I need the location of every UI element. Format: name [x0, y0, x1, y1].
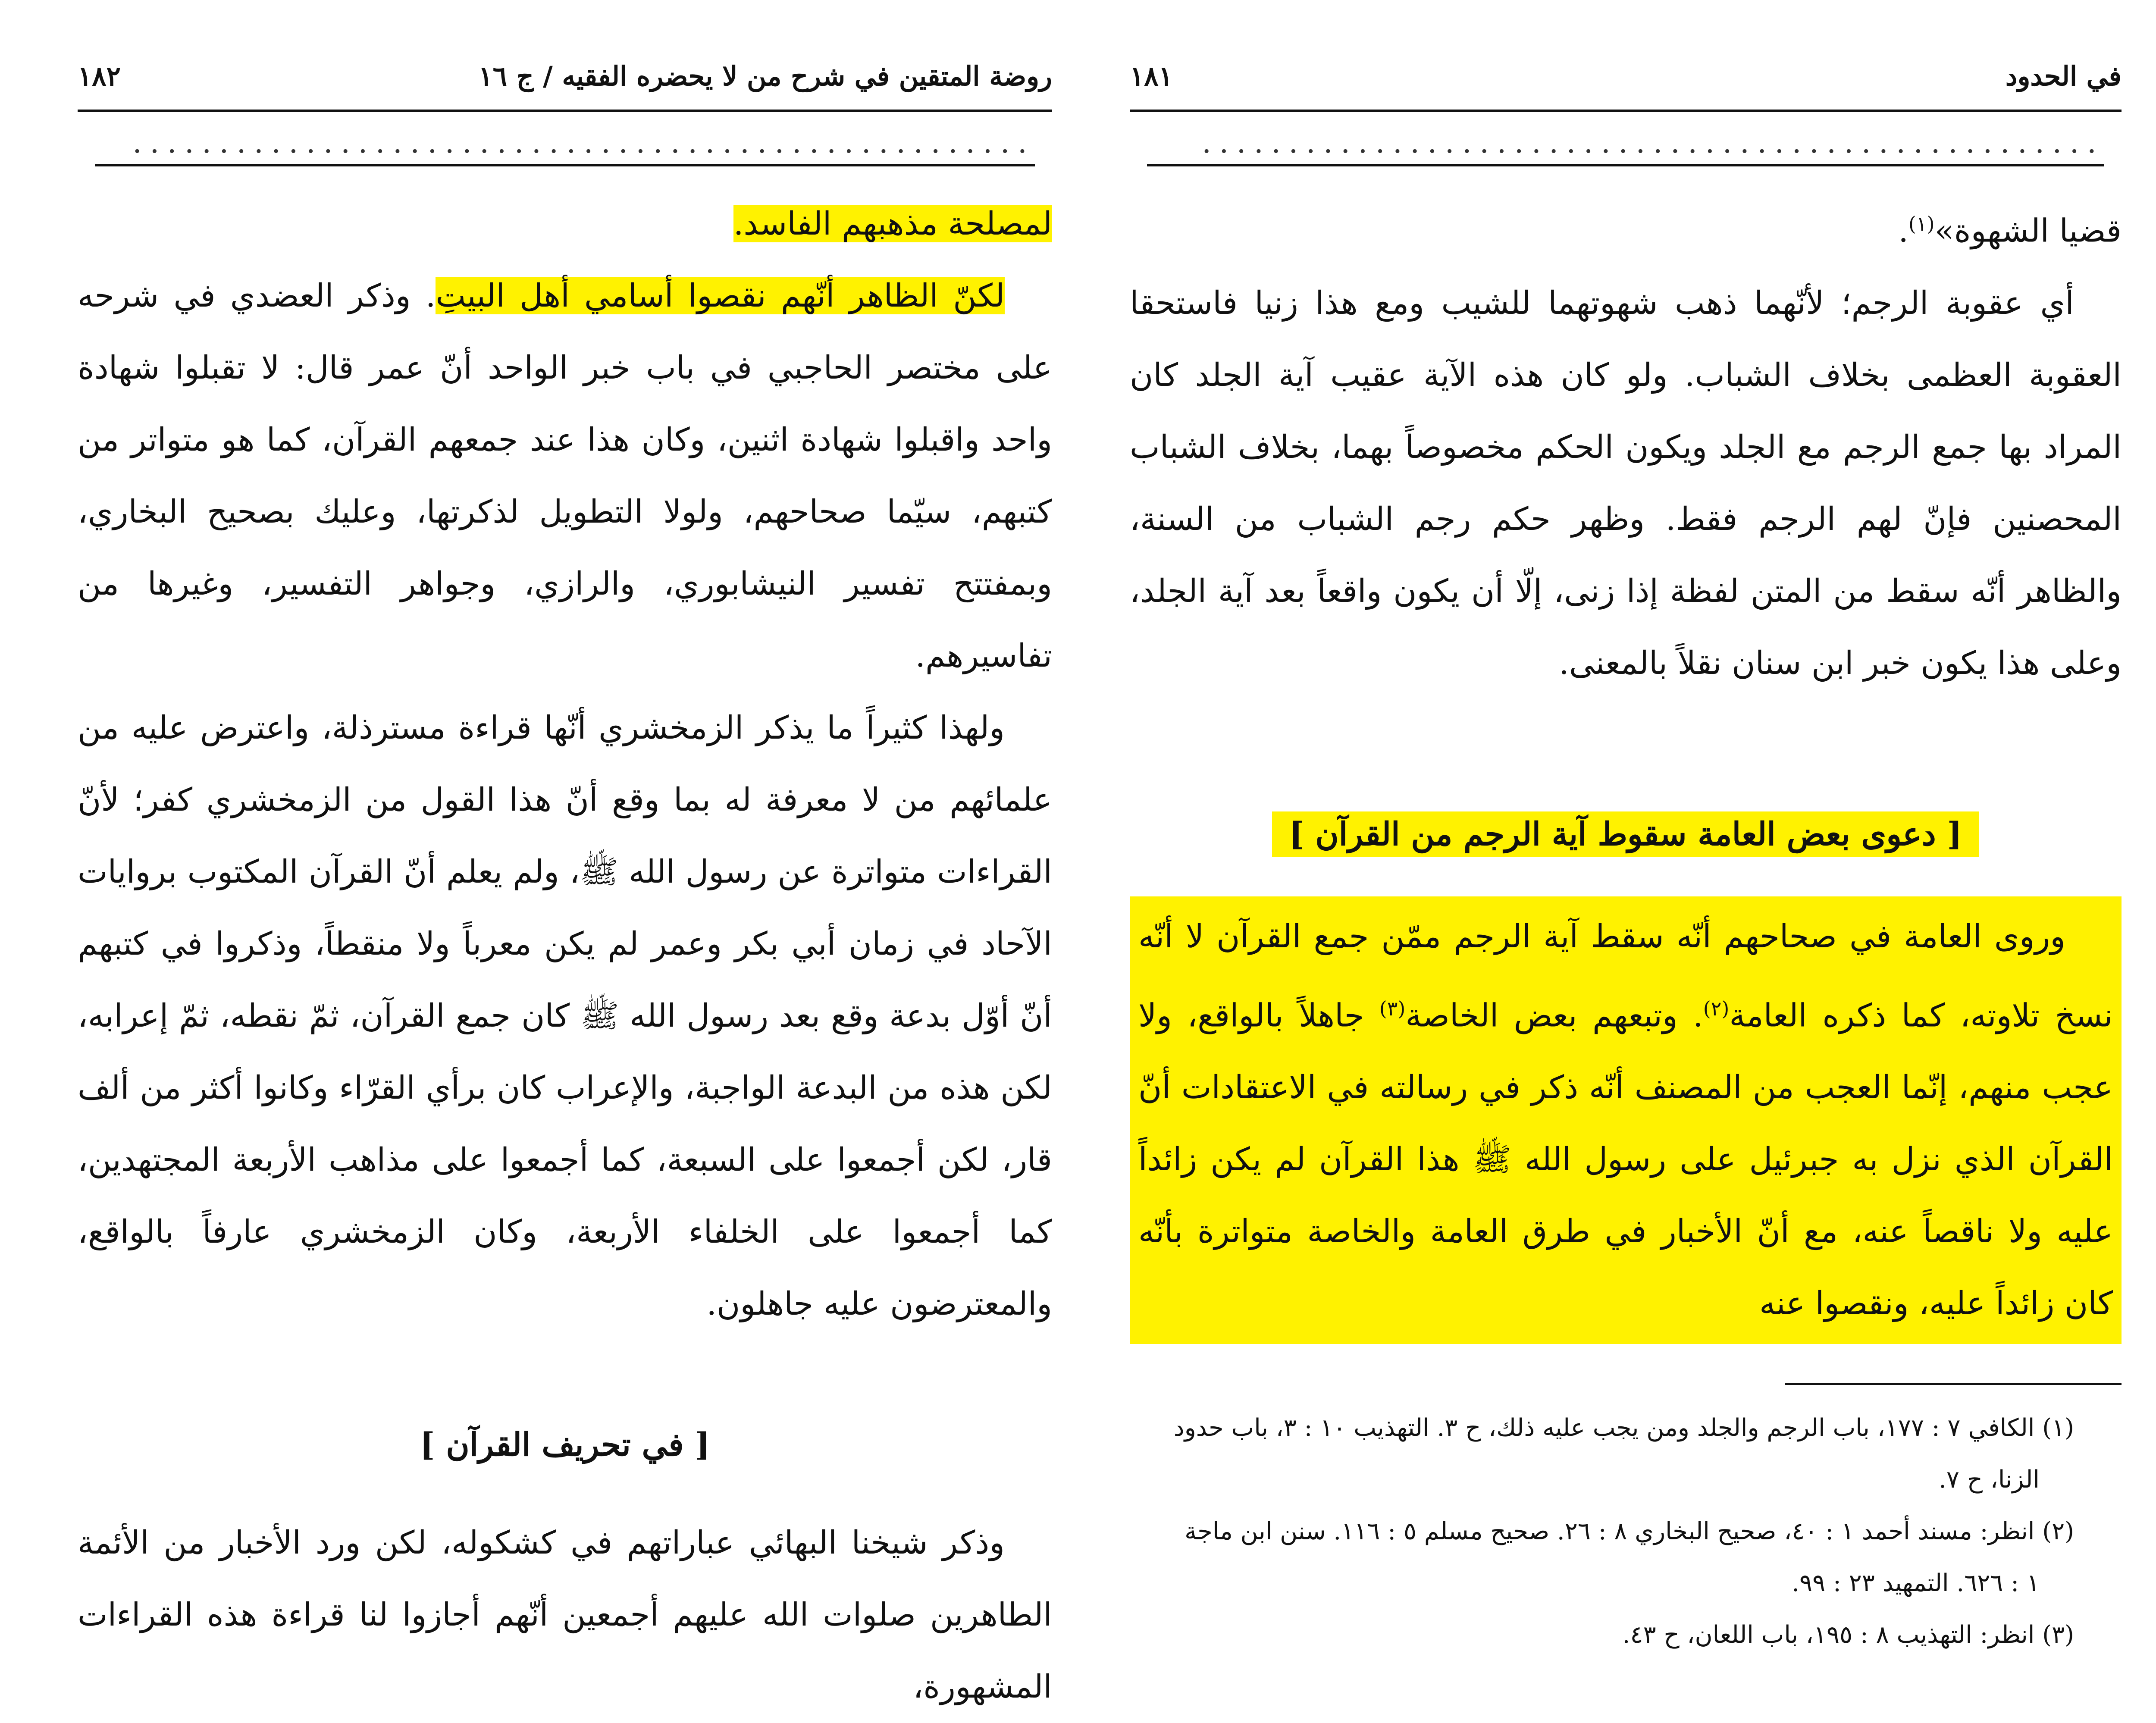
footnote: (٢) انظر: مسند أحمد ١ : ٤٠، صحيح البخاري ٨ : ٢٦. صحيح مسلم ٥ : ١١٦. سنن ابن ماجة [1185, 1517, 2074, 1546]
text-line: وعمر لم يكن معرباً ولا منقطاً، وذكروا في كتبهم أنّ أوّل بدعة وقع بعد [78, 925, 1052, 1034]
text-line: شهادة اثنين، وكان هذا عند جمعهم القرآن، كما هو متواتر من كتبهم، سيّما [78, 421, 1052, 530]
text-line: ولهذا كثيراً ما يذكر الزمخشري أنّها قراءة مسترذلة، واعترض عليه من علمائهم [78, 709, 1053, 818]
section-title [78, 1409, 1052, 1481]
running-head [1130, 47, 2122, 112]
highlighted-passage [1130, 896, 2122, 1344]
text-line: وذكر العضدي في شرحه على [78, 277, 1052, 386]
text-line: . وتبعهم بعض الخاصة [1405, 997, 1703, 1034]
footnote: ١ : ٦٢٦. التمهيد ٢٣ : ٩٩. [1792, 1569, 2040, 1598]
page-body: قضيا الشهوة»$^{(١)}$. أي عقوبة الرجم؛ لأنّهما ذهب شهوتهما للشيب ومع هذا زنيا فاستحقا العقوبة العظمى بخلاف الشباب. ولو كان هذه الآية عقيب آية الجلد كان المراد بها جمع الرجم مع الجلد ويكون الحكم مخصوصاً بهما، بخلاف الشباب المحصنين فإنّ لهم الرجم فقط. وظهر حكم رجم الشباب من السنة، والظاهر أنّه سقط من المتن لفظة إذا زنى، إلّا أن يكون واقعاً بعد آية الجلد، وعلى هذا يكون خبر ابن سنان نقلاً بالمعنى. [ دعوى بعض العامة سقوط آية الرجم من القرآن ] وروى العامة في صحاحهم أنّه سقط آية الرجم ممّن جمع القرآن لا أنّه نسخ تلاوته، كما ذكره العامة$^{(٢)}$. وتبعهم بعض الخاصة$^{(٣)}$ جاهلاً بالواقع، ولا عجب منهم، إنّما العجب من المصنف أنّه ذكر في رسالته في الاعتقادات أنّ القرآن الذي نزل به جبرئيل على رسول الله ﷺ هذا القرآن لم يكن زائداً عليه ولا ناقصاً عنه، مع أنّ الأخبار في طرق العامة والخاصة متواترة بأنّه كان زائداً عليه، ونقصوا عنه (١) الكافي ٧ : ١٧٧، باب الرجم والجلد ومن يجب عليه ذلك، ح ٣. التهذيب ١٠ : ٣، باب حدود الزنا، ح ٧. (٢) انظر: مسند أحمد ١ : ٤٠، صحيح البخاري ٨ : ٢٦. صحيح مسلم ٥ : ١١٦. سنن ابن ماجة ١ : ٦٢٦. التمهيد ٢٣ : ٩٩. (٣) انظر: التهذيب ٨ : ١٩٥، باب اللعان، ح ٤٣. [1130, 188, 2122, 1661]
highlighted-text: لكنّ الظاهر أنّهم نقصوا أسامي أهل البيتِ [436, 277, 1005, 314]
text-line: نزل به جبرئيل على رسول الله ﷺ هذا القرآن لم يكن زائداً عليه ولا ناقصاً عنه، [1138, 1141, 2113, 1250]
text-line: أجمعوا على مذاهب الأربعة المجتهدين، كما أجمعوا على الخلفاء الأربعة، وكان [78, 1141, 1052, 1250]
text-line: أي عقوبة الرجم؛ لأنّهما ذهب شهوتهما للشيب ومع هذا زنيا فاستحقا العقوبة [1130, 284, 2122, 394]
text-line: قضيا الشهوة» [1934, 212, 2122, 250]
text-line: مختصر الحاجبي في باب خبر الواحد أنّ عمر قال: لا تقبلوا شهادة واحد واقبلوا [78, 349, 1052, 458]
footnote-marker: (٣) [1379, 996, 1406, 1020]
text-line: رسول الله ﷺ، ولم يعلم أنّ القرآن المكتوب بروايات الآحاد في زمان أبي بكر [78, 853, 1052, 962]
text-line: وروى العامة في صحاحهم أنّه سقط آية الرجم ممّن جمع القرآن لا أنّه نسخ [1138, 918, 2113, 1034]
section-title [1130, 799, 2122, 871]
text-line: العظمى بخلاف الشباب. ولو كان هذه الآية عقيب آية الجلد كان المراد بها جمع [1130, 356, 2122, 466]
continuation-dots: .................................................... [1147, 112, 2104, 166]
footnote: الزنا، ح ٧. [1939, 1466, 2040, 1494]
text-line: النيشابوري، والرازي، وجواهر التفسير، وغيرها من تفاسيرهم. [78, 565, 1052, 674]
highlighted-text: لمصلحة مذهبهم الفاسد. [733, 205, 1052, 242]
text-line: صحاحهم، ولولا التطويل لذكرتها، وعليك بصحيح البخاري، وبمفتتح تفسير [78, 493, 1052, 602]
text-line: منهم، إنّما العجب من المصنف أنّه ذكر في رسالته في الاعتقادات أنّ القرآن الذي [1138, 1069, 2113, 1178]
page-body: لمصلحة مذهبهم الفاسد. لكنّ الظاهر أنّهم نقصوا أسامي أهل البيتِ. وذكر العضدي في شرحه على مختصر الحاجبي في باب خبر الواحد أنّ عمر قال: لا تقبلوا شهادة واحد واقبلوا شهادة اثنين، وكان هذا عند جمعهم القرآن، كما هو متواتر من كتبهم، سيّما صحاحهم، ولولا التطويل لذكرتها، وعليك بصحيح البخاري، وبمفتتح تفسير النيشابوري، والرازي، وجواهر التفسير، وغيرها من تفاسيرهم. ولهذا كثيراً ما يذكر الزمخشري أنّها قراءة مسترذلة، واعترض عليه من علمائهم من لا معرفة له بما وقع أنّ هذا القول من الزمخشري كفر؛ لأنّ القراءات متواترة عن رسول الله ﷺ، ولم يعلم أنّ القرآن المكتوب بروايات الآحاد في زمان أبي بكر وعمر لم يكن معرباً ولا منقطاً، وذكروا في كتبهم أنّ أوّل بدعة وقع بعد رسول الله ﷺ كان جمع القرآن، ثمّ نقطه، ثمّ إعرابه، لكن هذه من البدعة الواجبة، والإعراب كان برأي القرّاء وكانوا أكثر من ألف قار، لكن أجمعوا على السبعة، كما أجمعوا على مذاهب الأربعة المجتهدين، كما أجمعوا على الخلفاء الأربعة، وكان الزمخشري عارفاً بالواقع، والمعترضون عليه جاهلون. [ في تحريف القرآن ] وذكر شيخنا البهائي عباراتهم في كشكوله، لكن ورد الأخبار من الأئمة الطاهرين صلوات الله عليهم أجمعين أنّهم أجازوا لنا قراءة هذه القراءات المشهورة، [78, 205, 1053, 1705]
text-line: بالمعنى. [1559, 644, 1667, 682]
page-181 [1104, 0, 2147, 1649]
footnote: (١) الكافي ٧ : ١٧٧، باب الرجم والجلد ومن يجب عليه ذلك، ح ٣. التهذيب ١٠ : ٣، باب حدود [1173, 1414, 2074, 1442]
section-title-text: [ دعوى بعض العامة سقوط آية الرجم من القرآن ] [1272, 811, 1980, 857]
running-head [78, 47, 1052, 112]
continuation-dots: .................................................... [95, 112, 1035, 166]
footnote-marker: (١) [1908, 212, 1935, 235]
footnote-divider [1785, 1383, 2122, 1385]
section-title-text: [ في تحريف القرآن ] [420, 1426, 710, 1463]
page-182 [0, 0, 1078, 1705]
text-line: رسول الله ﷺ كان جمع القرآن، ثمّ نقطه، ثمّ إعرابه، لكن هذه من البدعة الواجبة، [78, 997, 1053, 1106]
page-number: ١٨١ [1130, 60, 1173, 92]
running-head-title: روضة المتقين في شرح من لا يحضره الفقيه / ج ١٦ [478, 60, 1052, 92]
footnotes [1130, 1402, 2122, 1661]
page-number: ١٨٢ [78, 60, 121, 92]
text-line: مع أنّ الأخبار في طرق العامة والخاصة متواترة بأنّه كان زائداً عليه، ونقصوا عنه [1138, 1213, 2113, 1322]
text-line: تلاوته، كما ذكره العامة [1729, 997, 2040, 1034]
text-line: إذا زنى، إلّا أن يكون واقعاً بعد آية الجلد، وعلى هذا يكون خبر ابن سنان نقلاً [1130, 572, 2122, 682]
text-line: الزمخشري عارفاً بالواقع، والمعترضون عليه جاهلون. [78, 1213, 1052, 1322]
text-line: الطاهرين صلوات الله عليهم أجمعين أنّهم أجازوا لنا قراءة هذه القراءات المشهورة، [78, 1596, 1052, 1705]
text-line: الرجم فقط. وظهر حكم رجم الشباب من السنة، والظاهر أنّه سقط من المتن لفظة [1130, 500, 2122, 610]
text-line: الرجم مع الجلد ويكون الحكم مخصوصاً بهما، بخلاف الشباب المحصنين فإنّ لهم [1130, 428, 2122, 538]
text-line: جاهلاً بالواقع، ولا عجب [1138, 997, 2113, 1106]
running-head-title: في الحدود [2005, 60, 2122, 92]
text-line: والإعراب كان برأي القرّاء وكانوا أكثر من ألف قار، لكن أجمعوا على السبعة، كما [78, 1069, 1052, 1178]
text-line: من لا معرفة له بما وقع أنّ هذا القول من الزمخشري كفر؛ لأنّ القراءات متواترة عن [78, 781, 1052, 890]
text-line: وذكر شيخنا البهائي عباراتهم في كشكوله، لكن ورد الأخبار من الأئمة [78, 1524, 1005, 1561]
footnote-marker: (٢) [1703, 996, 1730, 1020]
footnote: (٣) انظر: التهذيب ٨ : ١٩٥، باب اللعان، ح ٤٣. [1622, 1621, 2074, 1649]
